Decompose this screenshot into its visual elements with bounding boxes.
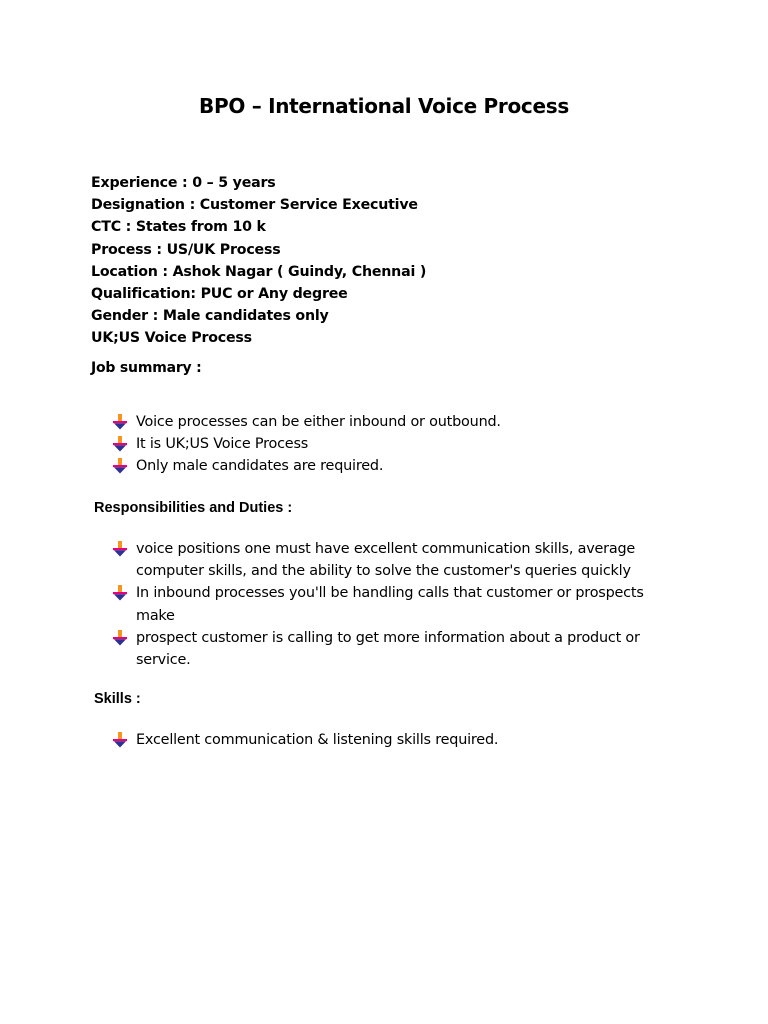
detail-ctc: CTC : States from 10 k [91, 219, 266, 236]
down-arrow-bullet-icon [112, 436, 128, 452]
job-summary-heading: Job summary : [91, 360, 202, 376]
bullet-text: In inbound processes you'll be handling calls that customer or prospects make [136, 585, 644, 624]
detail-voice-process: UK;US Voice Process [91, 330, 252, 347]
list-item [110, 627, 680, 671]
detail-qualification: Qualification: PUC or Any degree [91, 285, 348, 302]
list-item [110, 411, 680, 433]
down-arrow-bullet-icon [112, 458, 128, 474]
list-item [110, 729, 680, 751]
down-arrow-bullet-icon [112, 585, 128, 601]
job-details [91, 172, 426, 350]
detail-experience: Experience : 0 – 5 years [91, 175, 276, 191]
list-item [110, 538, 680, 582]
responsibilities-list [110, 538, 680, 671]
down-arrow-bullet-icon [112, 541, 128, 557]
job-summary-list [110, 411, 680, 478]
bullet-text: voice positions one must have excellent communication skills, average computer skills, and the ability to solve the customer's queries quickly [136, 541, 636, 580]
skills-heading: Skills : [94, 691, 141, 707]
list-item [110, 455, 680, 477]
list-item [110, 433, 680, 455]
bullet-text: Excellent communication & listening skills required. [136, 732, 499, 748]
down-arrow-bullet-icon [112, 732, 128, 748]
down-arrow-bullet-icon [112, 414, 128, 430]
document-title: BPO – International Voice Process [199, 94, 569, 118]
detail-process: Process : US/UK Process [91, 241, 281, 258]
skills-list [110, 729, 680, 751]
bullet-text: prospect customer is calling to get more information about a product or service. [136, 629, 640, 669]
bullet-text: Only male candidates are required. [136, 458, 384, 475]
detail-gender: Gender : Male candidates only [91, 308, 329, 325]
detail-location: Location : Ashok Nagar ( Guindy, Chennai ) [91, 263, 427, 280]
responsibilities-heading: Responsibilities and Duties : [94, 500, 293, 516]
bullet-text: Voice processes can be either inbound or outbound. [136, 414, 501, 430]
bullet-text: It is UK;US Voice Process [136, 436, 309, 453]
down-arrow-bullet-icon [112, 630, 128, 646]
list-item [110, 582, 680, 626]
detail-designation: Designation : Customer Service Executive [91, 197, 418, 214]
